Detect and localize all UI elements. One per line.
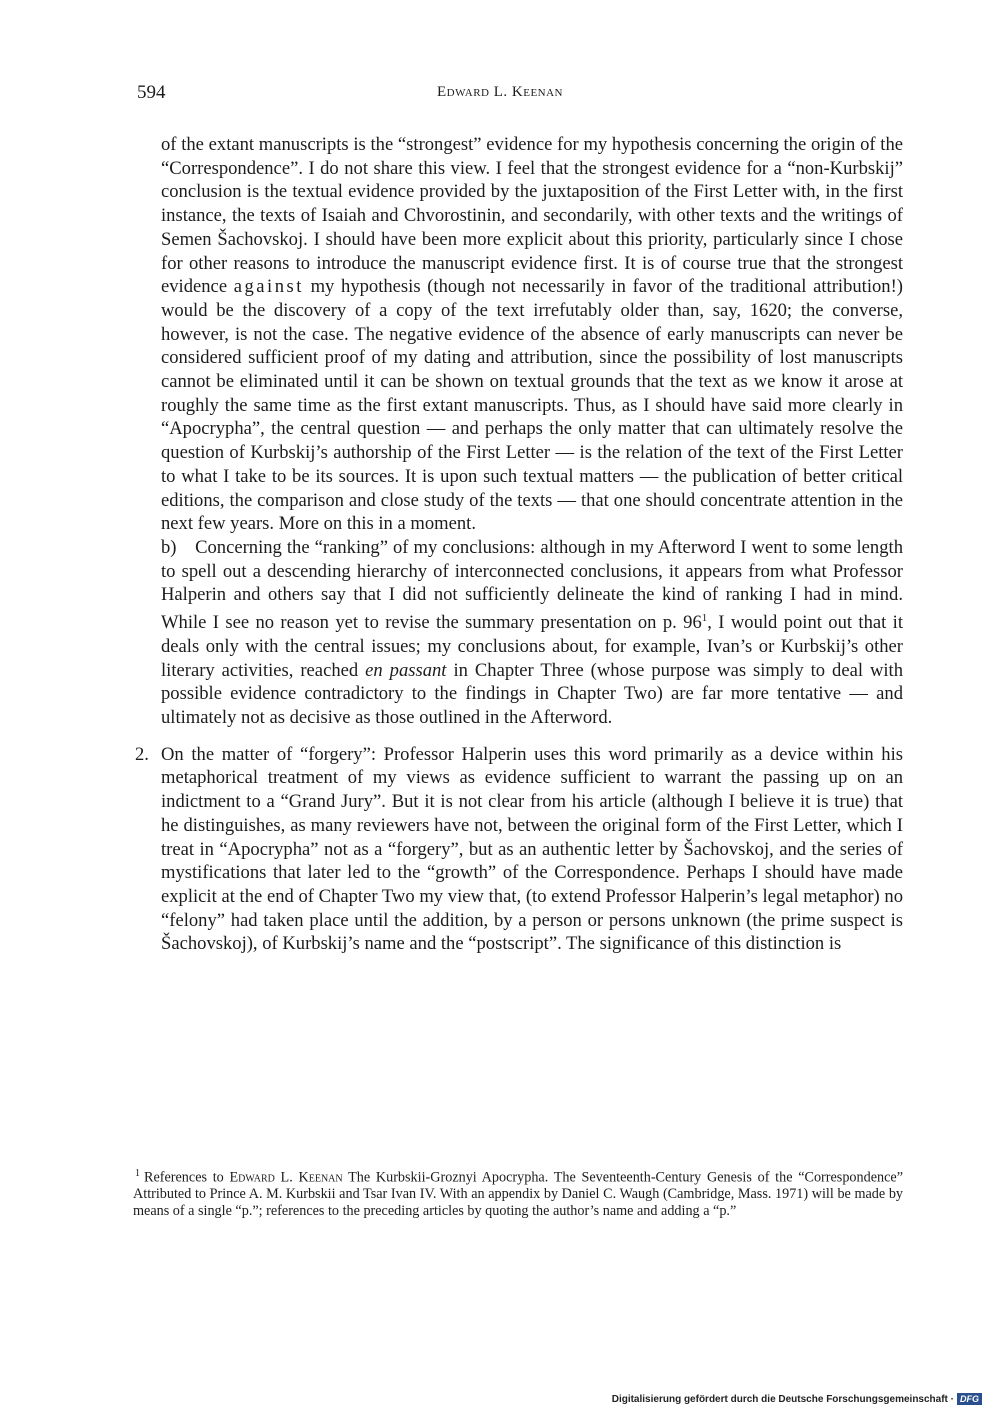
footnote-lead: References to	[144, 1169, 224, 1186]
paragraph-text: , I would point out that it deals only with the central issues; my conclusions about, for example, Ivan’s or Kurbskij’s other literary activities, reached	[161, 612, 903, 681]
paragraph-text: b) Concerning the “ranking” of my conclusions: although in my Afterword I went to some length to spell out a descending hierarchy of interconnected conclusions, it appears from what Professor Halperin and others say that I did not sufficiently delineate the kind of ranking I had in mind. While I see no reason yet to revise the summary presentation on p. 96	[161, 536, 903, 634]
footnote	[133, 1166, 903, 1220]
paragraph-text: of the extant manuscripts is the “strongest” evidence for my hypothesis concerning the origin of the “Correspondence”. I do not share this view. I feel that the strongest evidence for a “non-Kurbskij” conclusion is the textual evidence provided by the juxtaposition of the First Letter with, in the first instance, the texts of Isaiah and Chvorostinin, and secondarily, with other texts and the writings of Semen Šachovskoj. I should have been more explicit about this priority, particularly since I chose for other reasons to introduce the manuscript evidence first. It is of course true that the strongest evidence	[161, 134, 903, 298]
page-number: 594	[137, 82, 166, 103]
paragraph-text: my hypothesis (though not necessarily in favor of the traditional attribution!) would be the discovery of a copy of the text irrefutably older than, say, 1620; the converse, however, is not the case. The negative evidence of the absence of early manuscripts can never be considered sufficient proof of my dating and attribution, since the possibility of lost manuscripts cannot be eliminated until it can be shown on textual grounds that the text as we know it arose at roughly the same time as the first extant manuscripts. Thus, as I should have said more clearly in “Apocrypha”, the central question — and perhaps the only matter that can ultimately resolve the question of Kurbskij’s authorship of the First Letter — is the relation of the text of the First Letter to what I take to be its sources. It is upon such textual matters — the publication of better critical editions, the comparison and close study of the texts — that one should concentrate attention in the next few years. More on this in a moment.	[161, 276, 903, 535]
numbered-item-forgery	[135, 743, 903, 956]
item-number: 2.	[135, 743, 149, 765]
footnote-marker: 1	[135, 1168, 140, 1179]
footnote-reference: 1	[701, 612, 708, 625]
paragraph-text: in Chapter Three (whose purpose was simply to deal with possible evidence contradictory to the findings in Chapter Two) are far more tentative — and ultimately not as decisive as those outlined in the Afterword.	[161, 659, 903, 729]
body-text	[135, 133, 903, 956]
dfg-logo: DFG	[957, 1393, 982, 1405]
footnote-author: Edward L. Keenan	[229, 1169, 343, 1186]
credit-text: Digitalisierung gefördert durch die Deutsche Forschungsgemeinschaft ·	[611, 1393, 954, 1405]
emphasis-against: against	[233, 276, 304, 298]
running-head: Edward L. Keenan	[436, 84, 563, 100]
paragraph-manuscript-evidence	[161, 133, 903, 536]
paragraph-text: On the matter of “forgery”: Professor Halperin uses this word primarily as a device within his metaphorical treatment of my views as evidence sufficient to warrant the passing up on an indictment to a “Grand Jury”. But it is not clear from his article (although I believe it is true) that he distinguishes, as many reviewers have not, between the original form of the First Letter, which I treat in “Apocrypha” not as a “forgery”, but as an authentic letter by Šachovskoj, and the series of mystifications that later led to the “growth” of the Correspondence. Perhaps I should have made explicit at the end of Chapter Two my view that, (to extend Professor Halperin’s legal metaphor) no “felony” had taken place until the addition, by a person or persons unknown (the prime suspect is Šachovskoj), of Kurbskij’s name and the “postscript”. The significance of this distinction is	[161, 743, 903, 955]
italic-phrase: en passant	[365, 659, 447, 681]
digitization-credit	[612, 1393, 982, 1405]
paragraph-ranking	[161, 536, 903, 730]
footnote-text: The Kurbskii-Groznyi Apocrypha. The Seventeenth-Century Genesis of the “Correspondence” Attributed to Prince A. M. Kurbskii and Tsar Ivan IV. With an appendix by Daniel C. Waugh (Cambridge, Mass. 1971) will be made by means of a single “p.”; references to the preceding articles by quoting the author’s name and adding a “p.”	[133, 1169, 903, 1219]
